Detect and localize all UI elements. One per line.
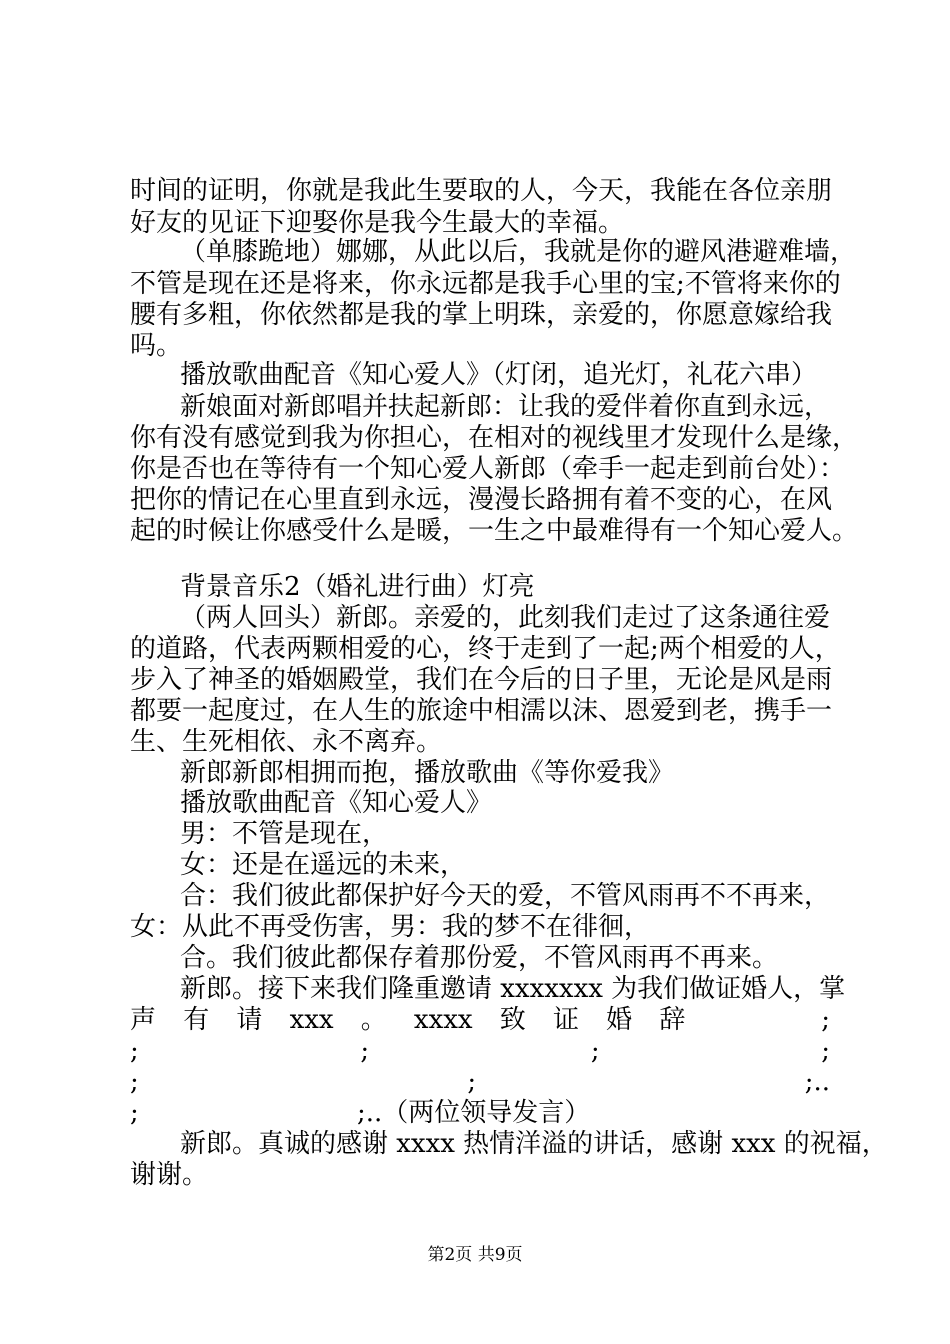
justified-line [130, 1065, 830, 1099]
text-line: 女：还是在遥远的未来， [180, 850, 467, 880]
text-line: 谢谢。 [130, 1160, 209, 1190]
word: xxxx [413, 1005, 473, 1035]
text-line: 新娘面对新郎唱并扶起新郎：让我的爱伴着你直到永远， [180, 392, 831, 422]
text-line: 步入了神圣的婚姻殿堂，我们在今后的日子里，无论是风是雨 [130, 665, 833, 695]
word: 证 [552, 1005, 579, 1035]
word: 婚 [606, 1005, 633, 1035]
word: 请 [236, 1005, 263, 1035]
text-line: 生、生死相依、永不离弃。 [130, 727, 443, 757]
word: 辞 [659, 1005, 686, 1035]
text-line: （两人回头）新郎。亲爱的，此刻我们走过了这条通往爱 [180, 603, 831, 633]
justified-line [130, 1003, 830, 1037]
justified-line [130, 1034, 830, 1068]
word: ; [821, 1005, 830, 1035]
text-line: 背景音乐2（婚礼进行曲）灯亮 [180, 572, 535, 602]
word: ; [130, 1067, 139, 1097]
text-line: （单膝跪地）娜娜，从此以后，我就是你的避风港避难墙， [180, 237, 857, 267]
text-line: 腰有多粗，你依然都是我的掌上明珠，亲爱的，你愿意嫁给我 [130, 300, 833, 330]
word: xxx [289, 1005, 334, 1035]
page-number: 第2页 共9页 [427, 1245, 523, 1265]
word: ; [360, 1036, 370, 1066]
word: ; [467, 1067, 477, 1097]
page-footer [0, 1244, 950, 1266]
text-line: 好友的见证下迎娶你是我今生最大的幸福。 [130, 208, 625, 238]
text-line: 播放歌曲配音《知心爱人》 [180, 788, 493, 818]
text-line: 你有没有感觉到我为你担心，在相对的视线里才发现什么是缘， [130, 423, 859, 453]
text-line: 你是否也在等待有一个知心爱人新郎（牵手一起走到前台处）： [130, 454, 846, 484]
word: 致 [499, 1005, 526, 1035]
text-line: 时间的证明，你就是我此生要取的人，今天，我能在各位亲朋 [130, 176, 833, 206]
word: ; [130, 1098, 139, 1128]
word: ;.. [804, 1067, 830, 1097]
text-line: 合。我们彼此都保存着那份爱，不管风雨再不再来。 [180, 943, 779, 973]
text-line: 女：从此不再受伤害，男：我的梦不在徘徊， [130, 912, 651, 942]
word: ;..（两位领导发言） [357, 1098, 591, 1128]
text-line: 新郎。接下来我们隆重邀请 xxxxxxx 为我们做证婚人，掌 [180, 974, 846, 1004]
text-line: 把你的情记在心里直到永远，漫漫长路拥有着不变的心，在风 [130, 485, 833, 515]
word: 有 [183, 1005, 210, 1035]
word: ; [130, 1036, 139, 1066]
text-line: 播放歌曲配音《知心爱人》（灯闭，追光灯，礼花六串） [180, 360, 818, 390]
text-line: 起的时候让你感受什么是暖，一生之中最难得有一个知心爱人。 [130, 516, 859, 546]
text-line: 男：不管是现在， [180, 819, 389, 849]
word: 声 [130, 1005, 157, 1035]
text-line: 不管是现在还是将来，你永远都是我手心里的宝;不管将来你的 [130, 269, 841, 299]
text-line: 新郎新郎相拥而抱，播放歌曲《等你爱我》 [180, 758, 675, 788]
word: ; [821, 1036, 830, 1066]
text-line: 都要一起度过，在人生的旅途中相濡以沫、恩爱到老，携手一 [130, 696, 833, 726]
text-line: 合：我们彼此都保护好今天的爱，不管风雨再不不再来， [180, 881, 831, 911]
word: 。 [360, 1005, 387, 1035]
word: ; [590, 1036, 600, 1066]
text-line: 新郎。真诚的感谢 xxxx 热情洋溢的讲话，感谢 xxx 的祝福， [180, 1129, 888, 1159]
text-line: 的道路，代表两颗相爱的心，终于走到了一起;两个相爱的人， [130, 634, 841, 664]
justified-line [130, 1096, 830, 1130]
text-line: 吗。 [130, 331, 183, 361]
